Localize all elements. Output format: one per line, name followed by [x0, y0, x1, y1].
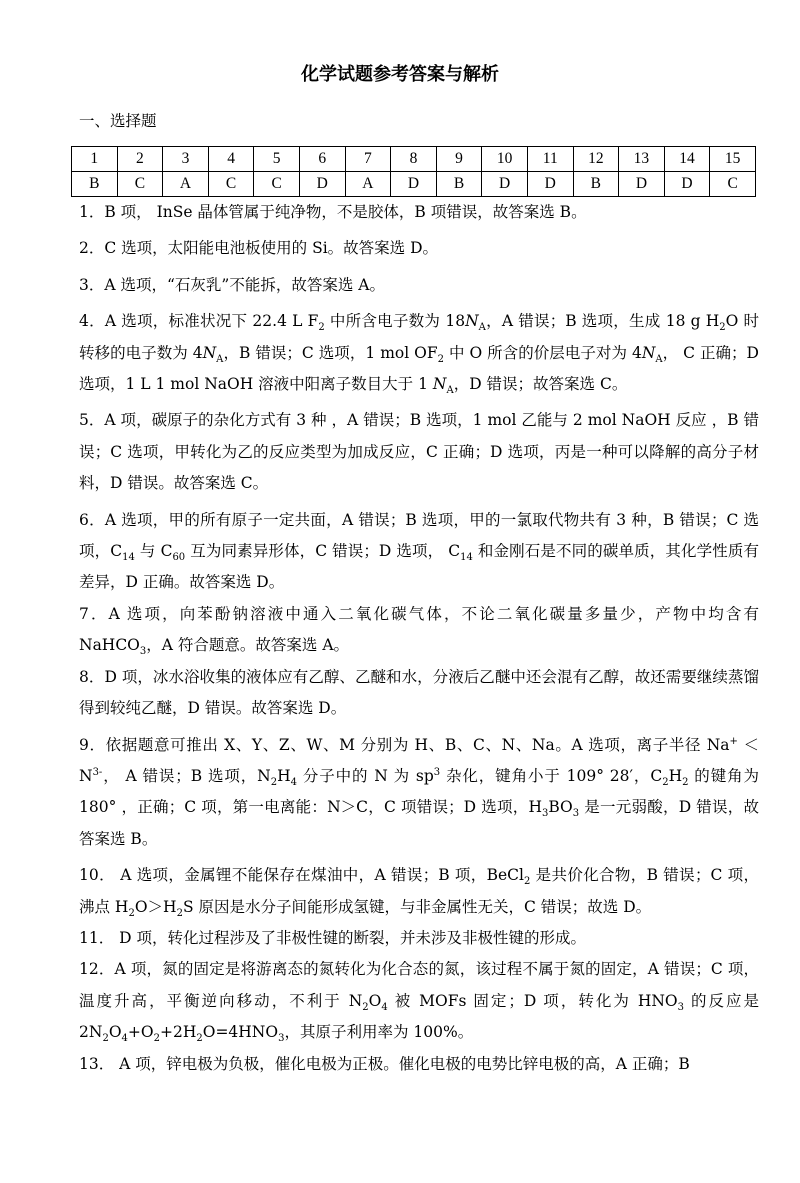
answer-table-answer-cell: A — [345, 172, 391, 197]
explanation-5: 5．A 项，碳原子的杂化方式有 3 种 ，A 错误；B 选项，1 mol 乙能与 2 mol NaOH 反应 ，B 错误；C 选项，甲转化为乙的反应类型为加成反应，C 正确；D 选项，丙是一种可以降解的高分子材料，D 错误。故答案选 C。 — [79, 411, 759, 493]
explanation-1: 1．B 项， InSe 晶体管属于纯净物，不是胶体，B 项错误，故答案选 B。 — [79, 203, 587, 221]
explanation-10: 10． A 选项，金属锂不能保存在煤油中，A 错误；B 项，BeCl$_2$ 是共价化合物，B 错误；C 项，沸点 $H_2O>H_2S$ 原因是水分子间能形成氢键，与非金属性无关，C 错误；故选 D。 — [79, 866, 759, 919]
explanation-4: 4．A 选项，标准状况下 22.4 L $F_2$ 中所含电子数为 $18N_A$，A 错误；B 选项，生成 18 g $H_2O$ 时转移的电子数为 $4N_A$，B 错误；C 选项，1 mol $OF_2$ 中 O 所含的价层电子对为 $4N_A$， C 正确；D 选项，1 L 1 mol NaOH 溶液中阳离子数目大于 1 $N_A$，D 错误；故答案选 C。 — [79, 312, 760, 397]
explanations — [79, 197, 759, 1080]
answer-table-number-cell: 8 — [391, 147, 437, 172]
answer-table-answer-cell: C — [208, 172, 254, 197]
explanation-6: 6．A 选项，甲的所有原子一定共面，A 错误；B 选项，甲的一氯取代物共有 3 种，B 错误；C 选项，$C_{14}$ 与 $C_{60}$ 互为同素异形体，C 错误；D 选项， $C_{14}$ 和金刚石是不同的碳单质，其化学性质有差异，D 正确。故答案选 D。 — [79, 510, 759, 592]
explanation-12: 12．A 项，氮的固定是将游离态的氮转化为化合态的氮，该过程不属于氮的固定，A 错误；C 项，温度升高，平衡逆向移动，不利于 $N_2O_4$ 被 MOFs 固定；D 项，转化为 $HNO_3$ 的反应是 $2N_2O_4+O_2+2H_2O=4HNO_3$，其原子利用率为 100%。 — [79, 960, 759, 1045]
explanation-9: 9．依据题意可推出 X、Y、Z、W、M 分别为 H、B、C、N、Na。A 选项，离子半径 $Na^+ <N^{3-}$， A 错误；B 选项，$N_2H_4$ 分子中的 N 为 $sp^3$ 杂化，键角小于 109° 28′，$C_2H_2$ 的键角为 180° ，正确；C 项，第一电离能：N＞C，C 项错误；D 选项，$H_3BO_3$ 是一元弱酸，D 错误，故答案选 B。 — [79, 735, 759, 848]
explanation-2: 2．C 选项，太阳能电池板使用的 Si。故答案选 D。 — [79, 239, 439, 258]
answer-table-number-cell: 9 — [436, 147, 482, 172]
explanation-7: 7．A 选项，向苯酚钠溶液中通入二氧化碳气体，不论二氧化碳量多量少，产物中均含有 NaHCO$_3$，A 符合题意。故答案选 A。 — [79, 604, 759, 658]
explanation-13: 13． A 项，锌电极为负极，催化电极为正极。催化电极的电势比锌电极的高，A 正确；B — [79, 1054, 690, 1073]
answer-table-answer-cell: C — [117, 172, 163, 197]
answer-table-answer-cell: B — [72, 172, 118, 197]
answer-table-answer-cell: C — [254, 172, 300, 197]
answer-table-answer-cell: D — [482, 172, 528, 197]
answer-table-answer-cell: D — [619, 172, 665, 197]
answer-table-number-cell: 15 — [710, 147, 756, 172]
answer-table-number-cell: 13 — [619, 147, 665, 172]
answer-table-number-cell: 1 — [72, 147, 118, 172]
section-heading: 一、选择题 — [79, 112, 157, 130]
answer-table-number-cell: 11 — [527, 147, 573, 172]
answer-table-number-cell: 10 — [482, 147, 528, 172]
answer-table-number-row — [72, 147, 756, 172]
answer-table-answer-cell: B — [436, 172, 482, 197]
answer-table-answer-cell: D — [391, 172, 437, 197]
answer-table-number-cell: 2 — [117, 147, 163, 172]
answer-table-number-cell: 4 — [208, 147, 254, 172]
answer-table-number-cell: 5 — [254, 147, 300, 172]
answer-table-answer-cell: B — [573, 172, 619, 197]
answer-table-number-cell: 7 — [345, 147, 391, 172]
page-title: 化学试题参考答案与解析 — [301, 64, 499, 85]
explanation-8: 8．D 项，冰水浴收集的液体应有乙醇、乙醚和水，分液后乙醚中还会混有乙醇，故还需要继续蒸馏得到较纯乙醚，D 错误。故答案选 D。 — [79, 667, 759, 718]
answer-table-answer-cell: C — [710, 172, 756, 197]
answer-table-number-cell: 3 — [163, 147, 209, 172]
answer-table-answer-cell: A — [163, 172, 209, 197]
answer-table-number-cell: 14 — [664, 147, 710, 172]
answer-table-answer-cell: D — [299, 172, 345, 197]
explanation-11: 11． D 项，转化过程涉及了非极性键的断裂，并未涉及非极性键的形成。 — [79, 928, 587, 947]
answer-table-answer-cell: D — [664, 172, 710, 197]
answer-table-answer-row — [72, 172, 756, 197]
answer-table-answer-cell: D — [527, 172, 573, 197]
answer-table-number-cell: 6 — [299, 147, 345, 172]
answer-table — [71, 146, 756, 197]
explanation-3: 3．A 选项，“石灰乳”不能拆，故答案选 A。 — [79, 275, 385, 294]
answer-table-number-cell: 12 — [573, 147, 619, 172]
